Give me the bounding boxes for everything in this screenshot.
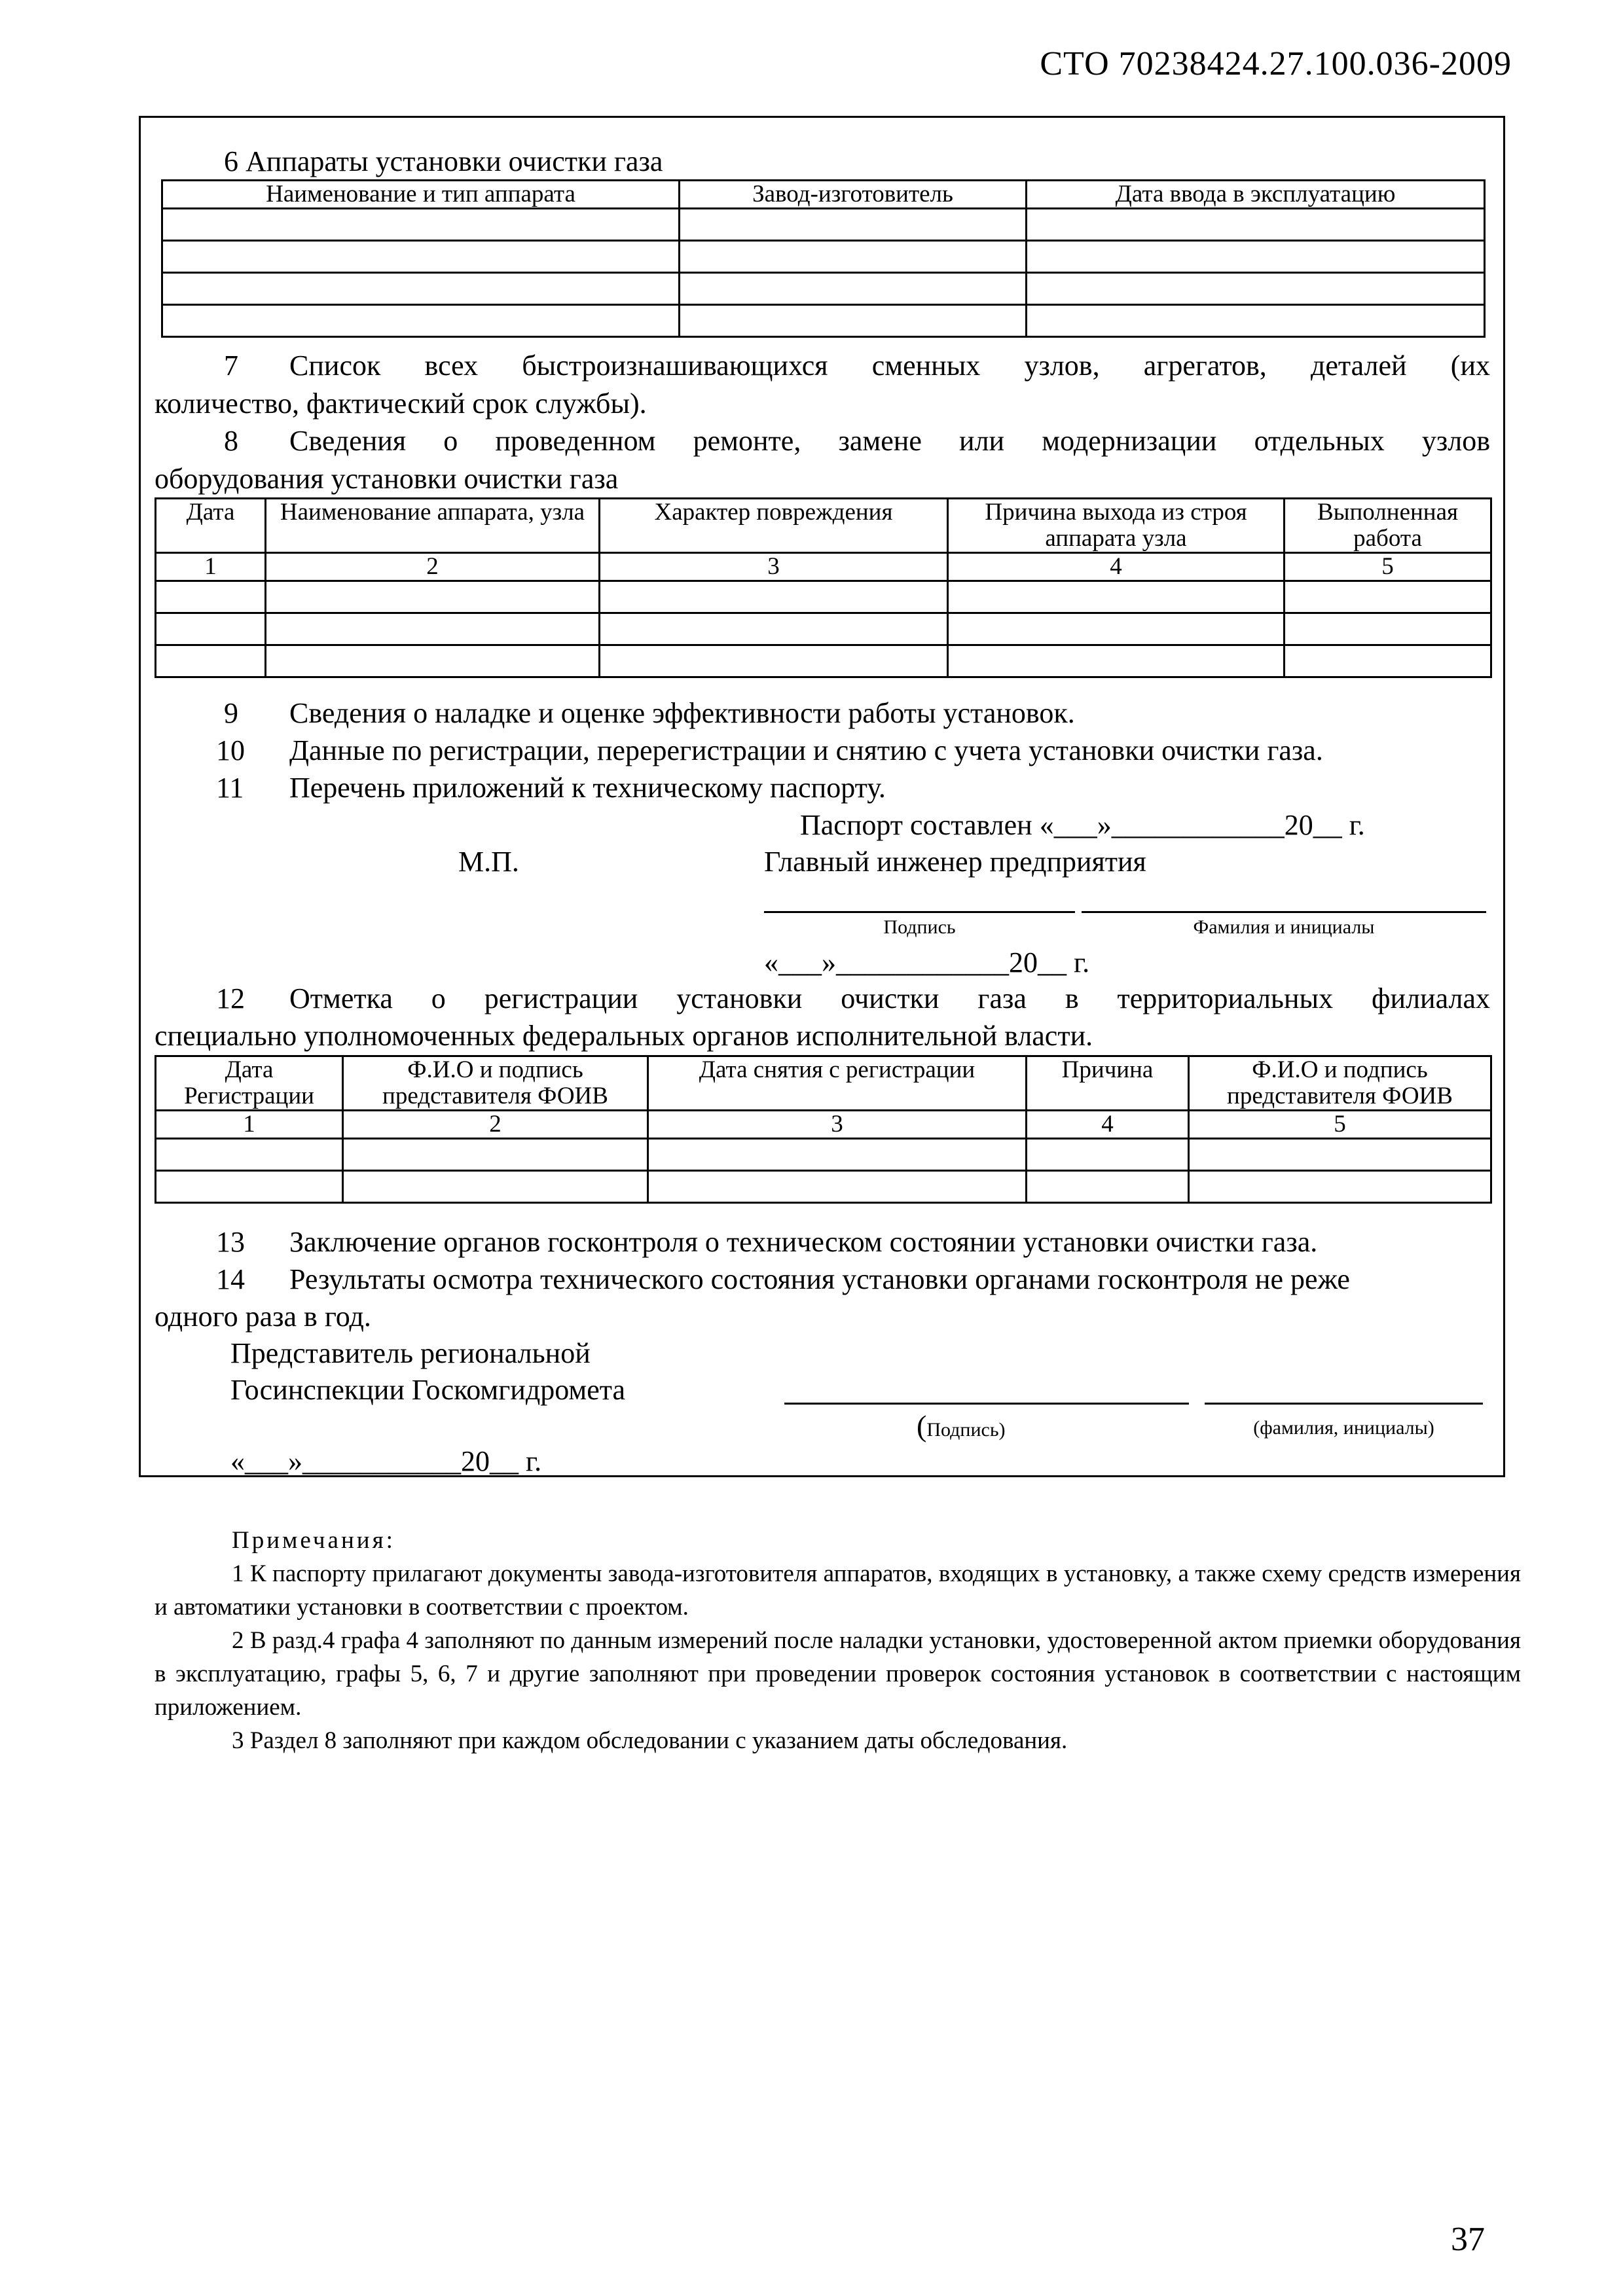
column-number: 1 <box>156 553 266 581</box>
column-number-row <box>156 553 1491 581</box>
table-header-row <box>162 181 1485 209</box>
table-row <box>156 645 1491 677</box>
column-number: 4 <box>1027 1111 1189 1139</box>
table-cell[interactable] <box>1027 209 1485 241</box>
representative-line-1: Представитель региональной <box>230 1337 591 1369</box>
table-header-cell: Завод-изготовитель <box>680 181 1027 209</box>
note-item: 3 Раздел 8 заполняют при каждом обследовании с указанием даты обследования. <box>232 1727 1068 1754</box>
section-14-number: 14 <box>216 1263 245 1295</box>
section-14 <box>216 1261 1490 1299</box>
table-cell[interactable] <box>948 581 1285 613</box>
table-cell[interactable] <box>1027 305 1485 337</box>
table-cell[interactable] <box>156 613 266 645</box>
table-cell[interactable] <box>1285 581 1491 613</box>
apparatus-table <box>161 179 1486 338</box>
section-13 <box>216 1223 1317 1261</box>
column-number: 3 <box>600 553 948 581</box>
section-9-number: 9 <box>224 697 238 729</box>
table-cell[interactable] <box>680 305 1027 337</box>
table-cell[interactable] <box>600 645 948 677</box>
table-header-cell: Выполненная работа <box>1285 499 1491 553</box>
table-row <box>156 1171 1491 1203</box>
section-12-text: Отметка о регистрации установки очистки газа в территориальных филиалах <box>289 982 1490 1014</box>
table-cell[interactable] <box>156 1139 343 1171</box>
table-cell[interactable] <box>156 1171 343 1203</box>
section-9 <box>224 694 1075 732</box>
column-number: 1 <box>156 1111 343 1139</box>
page-number: 37 <box>1451 2221 1485 2258</box>
repair-table <box>155 497 1492 678</box>
registration-table <box>155 1055 1492 1204</box>
representative-line-2: Госинспекции Госкомгидромета <box>230 1374 626 1406</box>
table-cell[interactable] <box>1285 613 1491 645</box>
notes <box>155 1524 1521 1757</box>
table-header-cell: Дата Регистрации <box>156 1056 343 1111</box>
table-header-row <box>156 499 1491 553</box>
section-7-text: Список всех быстроизнашивающихся сменных узлов, агрегатов, деталей (их <box>289 350 1490 382</box>
section-6-title: 6 Аппараты установки очистки газа <box>224 145 663 177</box>
table-header-cell: Дата снятия с регистрации <box>648 1056 1027 1111</box>
section-13-text: Заключение органов госконтроля о техническом состоянии установки очистки газа. <box>289 1226 1318 1258</box>
section-13-number: 13 <box>216 1226 245 1258</box>
section-7-continuation: количество, фактический срок службы). <box>155 387 647 420</box>
chief-engineer-label: Главный инженер предприятия <box>764 846 1146 878</box>
section-14-continuation: одного раза в год. <box>155 1300 371 1333</box>
section-7-number: 7 <box>224 350 238 382</box>
table-header-cell: Ф.И.О и подпись представителя ФОИВ <box>1189 1056 1491 1111</box>
table-cell[interactable] <box>266 581 600 613</box>
passport-composed-date: Паспорт составлен «___»____________20__ г. <box>800 809 1365 841</box>
table-header-row <box>156 1056 1491 1111</box>
table-header-cell: Наименование и тип аппарата <box>162 181 680 209</box>
table-cell[interactable] <box>1027 241 1485 273</box>
column-number: 5 <box>1285 553 1491 581</box>
name-line[interactable] <box>1082 911 1486 913</box>
table-row <box>162 305 1485 337</box>
name-caption: Фамилия и инициалы <box>1193 916 1375 938</box>
column-number: 3 <box>648 1111 1027 1139</box>
table-cell[interactable] <box>680 209 1027 241</box>
table-cell[interactable] <box>648 1171 1027 1203</box>
representative-name-line[interactable] <box>1205 1403 1483 1405</box>
table-header-cell: Причина <box>1027 1056 1189 1111</box>
table-cell[interactable] <box>1189 1139 1491 1171</box>
section-9-text: Сведения о наладке и оценке эффективности работы установок. <box>289 697 1075 729</box>
column-number: 2 <box>343 1111 648 1139</box>
section-10-number: 10 <box>216 734 245 766</box>
table-cell[interactable] <box>948 613 1285 645</box>
table-cell[interactable] <box>948 645 1285 677</box>
table-cell[interactable] <box>156 581 266 613</box>
table-row <box>162 241 1485 273</box>
table-row <box>156 581 1491 613</box>
table-cell[interactable] <box>1285 645 1491 677</box>
column-number-row <box>156 1111 1491 1139</box>
table-cell[interactable] <box>1189 1171 1491 1203</box>
stamp-placeholder: М.П. <box>458 846 519 878</box>
table-cell[interactable] <box>266 645 600 677</box>
table-cell[interactable] <box>156 645 266 677</box>
table-row <box>156 1139 1491 1171</box>
table-header-cell: Дата <box>156 499 266 553</box>
table-cell[interactable] <box>680 273 1027 305</box>
section-10-text: Данные по регистрации, перерегистрации и снятию с учета установки очистки газа. <box>289 734 1323 766</box>
table-cell[interactable] <box>343 1171 648 1203</box>
table-cell[interactable] <box>1027 1139 1189 1171</box>
table-row <box>156 613 1491 645</box>
table-cell[interactable] <box>343 1139 648 1171</box>
table-header-cell: Характер повреждения <box>600 499 948 553</box>
column-number: 5 <box>1189 1111 1491 1139</box>
section-11-number: 11 <box>216 772 244 804</box>
section-12-continuation: специально уполномоченных федеральных органов исполнительной власти. <box>155 1020 1093 1052</box>
section-11-text: Перечень приложений к техническому паспорту. <box>289 772 886 804</box>
section-10 <box>216 732 1323 770</box>
table-cell[interactable] <box>162 273 680 305</box>
table-header-cell: Ф.И.О и подпись представителя ФОИВ <box>343 1056 648 1111</box>
table-cell[interactable] <box>680 241 1027 273</box>
table-cell[interactable] <box>1027 1171 1189 1203</box>
representative-name-caption: (фамилия, инициалы) <box>1253 1417 1434 1439</box>
section-8 <box>224 422 1490 460</box>
table-cell[interactable] <box>648 1139 1027 1171</box>
signature-caption: Подпись <box>883 916 956 938</box>
table-cell[interactable] <box>162 209 680 241</box>
table-cell[interactable] <box>266 613 600 645</box>
representative-date-line: «___»___________20__ г. <box>230 1445 542 1477</box>
table-header-cell: Дата ввода в эксплуатацию <box>1027 181 1485 209</box>
section-8-continuation: оборудования установки очистки газа <box>155 463 619 495</box>
table-header-cell: Наименование аппарата, узла <box>266 499 600 553</box>
section-7 <box>224 347 1490 385</box>
section-11 <box>216 769 886 807</box>
table-cell[interactable] <box>162 241 680 273</box>
representative-signature-caption: (Подпись) <box>917 1409 1006 1443</box>
table-cell[interactable] <box>1027 273 1485 305</box>
table-cell[interactable] <box>600 581 948 613</box>
table-row <box>162 209 1485 241</box>
section-8-text: Сведения о проведенном ремонте, замене или модернизации отдельных узлов <box>289 425 1490 457</box>
representative-signature-line[interactable] <box>784 1403 1189 1405</box>
column-number: 2 <box>266 553 600 581</box>
table-cell[interactable] <box>162 305 680 337</box>
section-12-number: 12 <box>216 982 245 1014</box>
engineer-date-line: «___»____________20__ г. <box>764 946 1090 978</box>
table-cell[interactable] <box>600 613 948 645</box>
notes-title: Примечания: <box>232 1527 395 1554</box>
signature-line[interactable] <box>764 911 1075 913</box>
column-number: 4 <box>948 553 1285 581</box>
section-8-number: 8 <box>224 425 238 457</box>
section-12 <box>216 980 1490 1018</box>
document-code: СТО 70238424.27.100.036-2009 <box>1040 45 1512 82</box>
section-14-text: Результаты осмотра технического состояния установки органами госконтроля не реже <box>289 1263 1350 1295</box>
table-header-cell: Причина выхода из строя аппарата узла <box>948 499 1285 553</box>
table-row <box>162 273 1485 305</box>
note-item: 1 К паспорту прилагают документы завода-изготовителя аппаратов, входящих в установку, а также схему средств измерения и автоматики установки в соответствии с проектом. <box>155 1560 1521 1621</box>
note-item: 2 В разд.4 графа 4 заполняют по данным измерений после наладки установки, удостоверенной актом приемки оборудования в эксплуатацию, графы 5, 6, 7 и другие заполняют при проведении проверок состояния установок в соответствии с настоящим приложением. <box>155 1627 1521 1721</box>
